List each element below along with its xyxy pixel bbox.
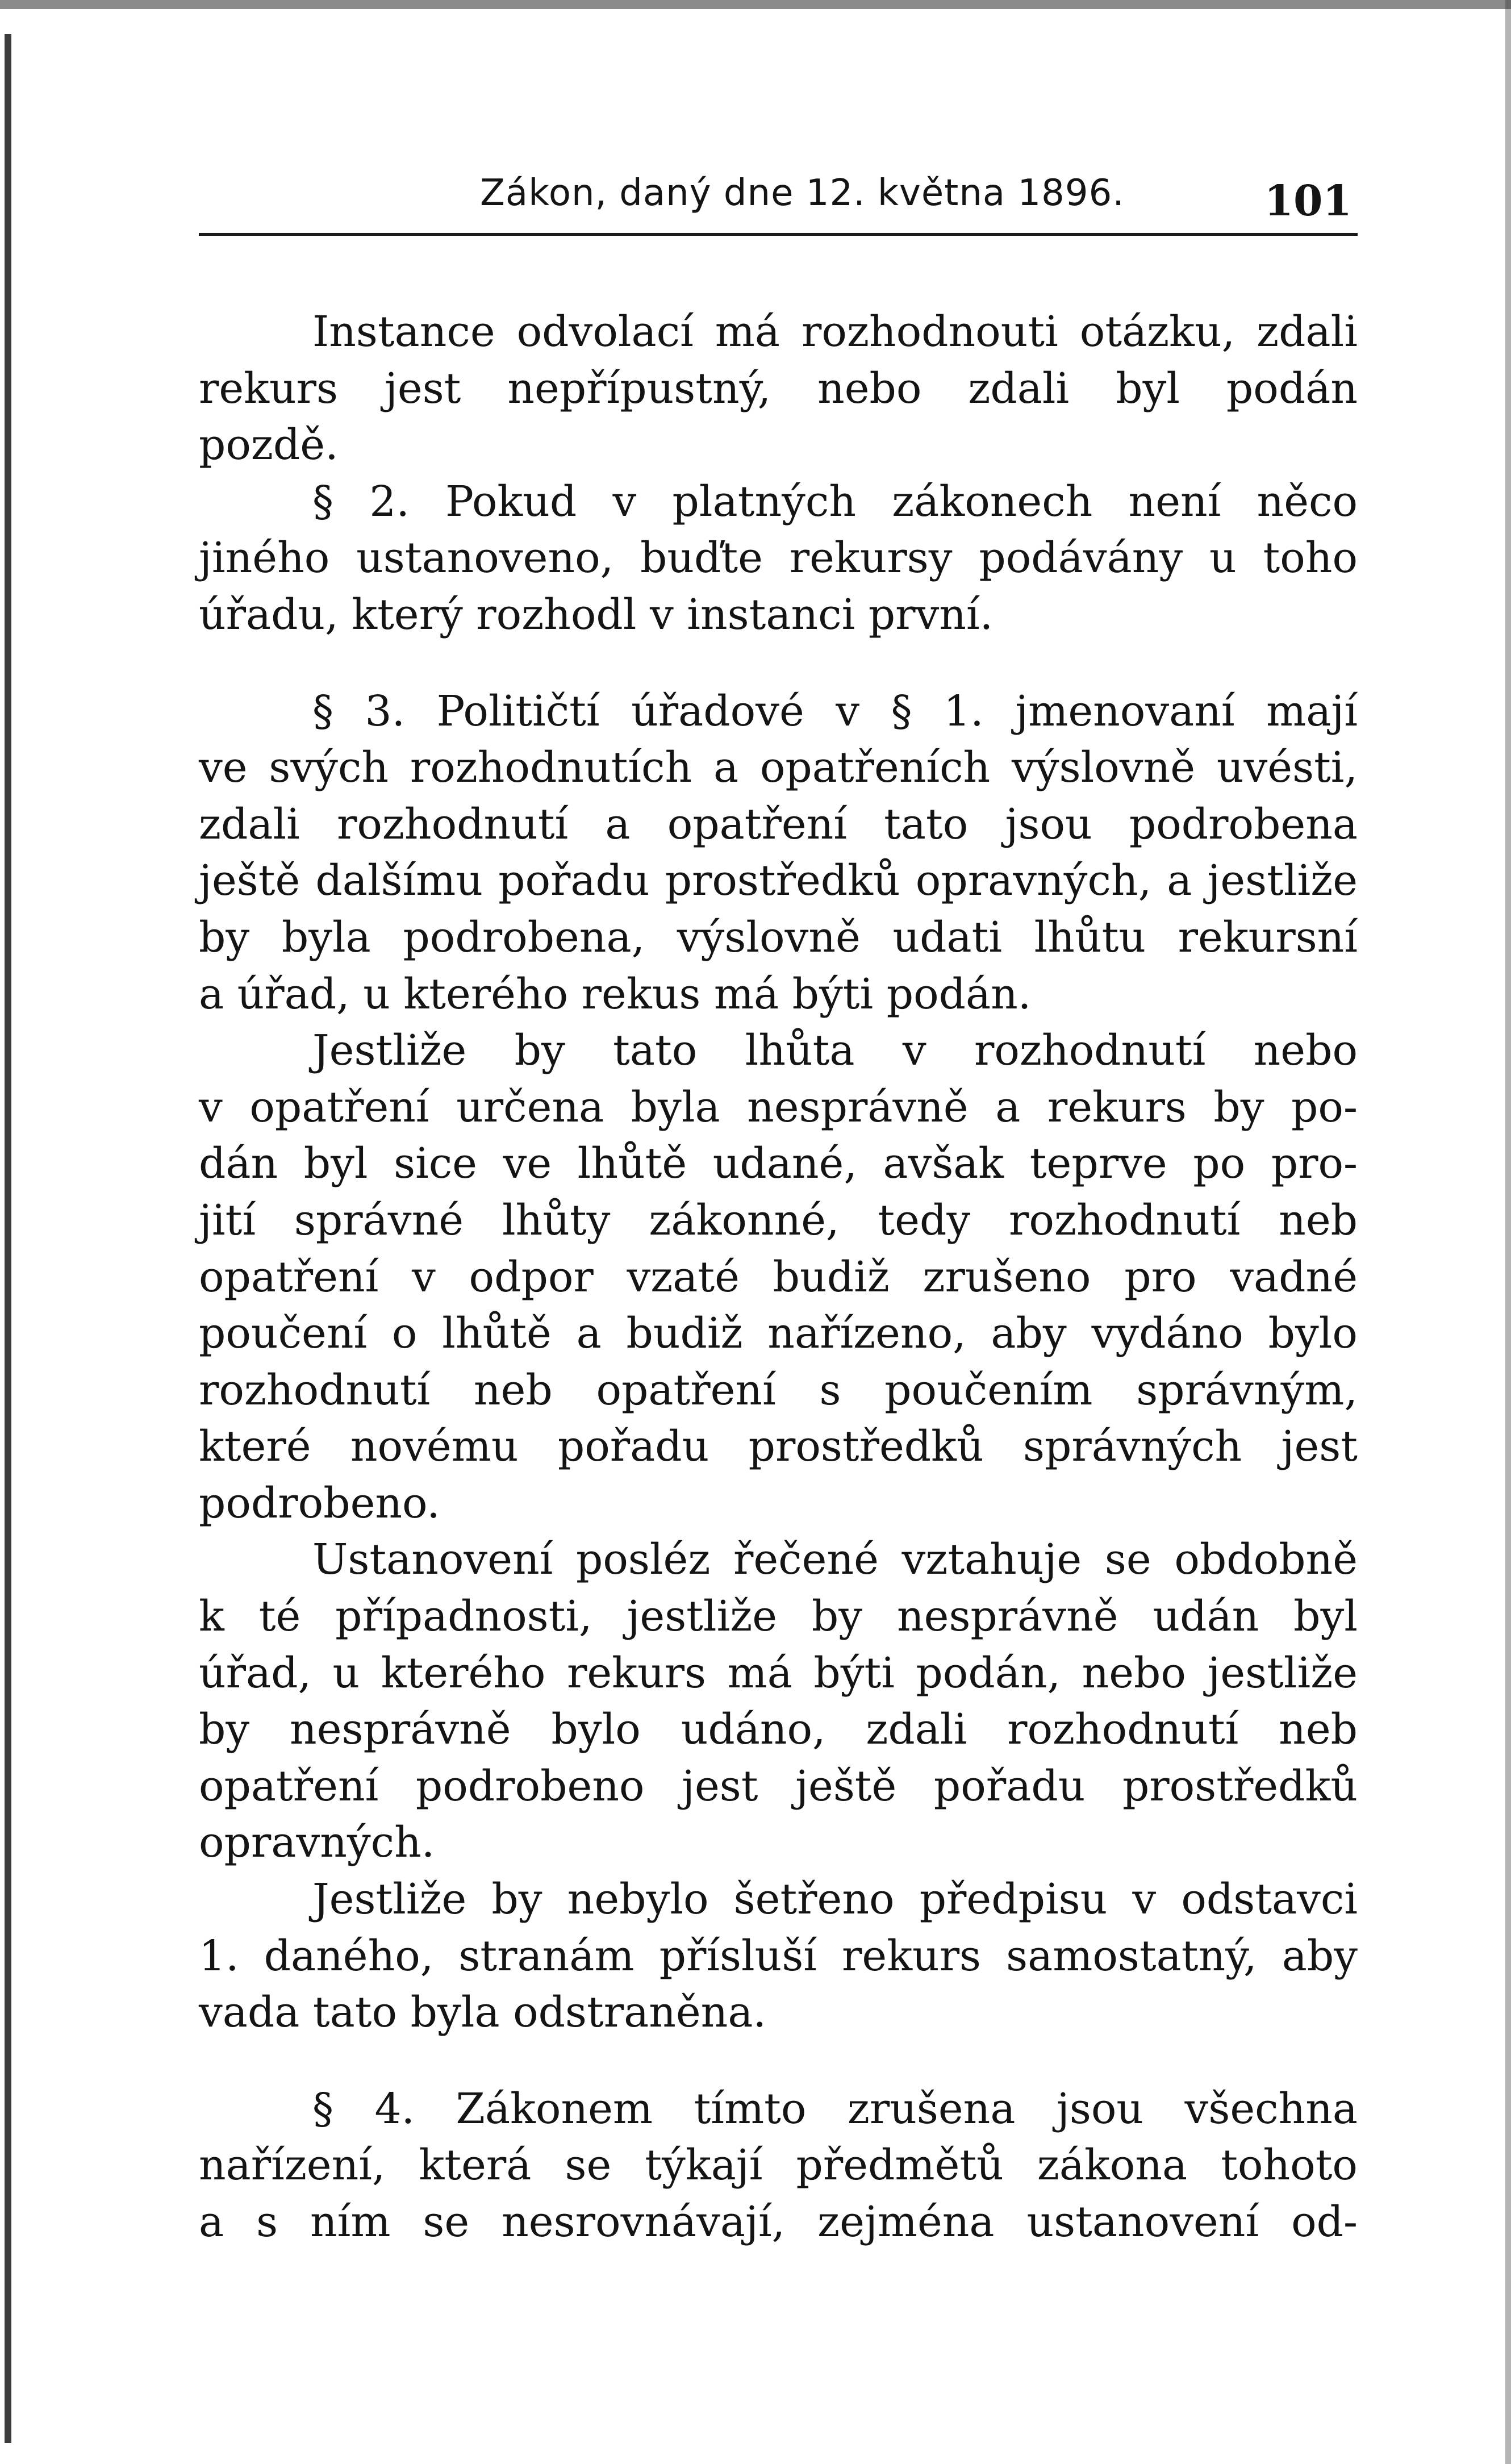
text-line: dán byl sice ve lhůtě udané, avšak teprve po pro- xyxy=(199,1139,1358,1189)
text-line: Instance odvolací má rozhodnouti otázku, zdali xyxy=(312,307,1358,356)
text-line: zdali rozhodnutí a opatření tato jsou podrobena xyxy=(199,799,1358,849)
text-line: Ustanovení posléz řečené vztahuje se obdobně xyxy=(312,1535,1358,1585)
text-line: ve svých rozhodnutích a opatřeních výslovně uvésti, xyxy=(199,743,1358,793)
running-head-title: Zákon, daný dne 12. května 1896. xyxy=(480,172,1125,214)
text-line: § 2. Pokud v platných zákonech není něco xyxy=(312,477,1358,526)
text-line: pozdě. xyxy=(199,420,339,470)
text-line: úřad, u kterého rekurs má býti podán, nebo jestliže xyxy=(199,1648,1358,1698)
text-line: rekurs jest nepřípustný, nebo zdali byl podán xyxy=(199,364,1358,413)
text-line: rozhodnutí neb opatření s poučením správným, xyxy=(199,1365,1358,1415)
running-head xyxy=(199,170,1358,236)
page-text xyxy=(199,304,1358,2251)
text-line: 1. daného, stranám přísluší rekurs samostatný, aby xyxy=(199,1931,1358,1981)
scan-edge-right xyxy=(1505,0,1511,2464)
text-line: by nesprávně bylo udáno, zdali rozhodnutí neb xyxy=(199,1705,1358,1754)
text-line: ještě dalšímu pořadu prostředků opravných, a jestliže xyxy=(199,856,1358,906)
paragraph-gap xyxy=(199,2041,1358,2081)
text-line: v opatření určena byla nesprávně a rekurs by po- xyxy=(199,1082,1358,1132)
scan-edge-top xyxy=(0,0,1511,9)
text-line: úřadu, který rozhodl v instanci první. xyxy=(199,590,994,639)
text-line: jití správné lhůty zákonné, tedy rozhodnutí neb xyxy=(199,1195,1358,1245)
paragraph-gap xyxy=(199,644,1358,683)
text-line: podrobeno. xyxy=(199,1478,440,1528)
page-number: 101 xyxy=(1264,177,1352,226)
text-line: Jestliže by tato lhůta v rozhodnutí nebo xyxy=(312,1026,1358,1075)
text-line: jiného ustanoveno, buďte rekursy podávány u toho xyxy=(199,533,1358,583)
text-line: vada tato byla odstraněna. xyxy=(199,1988,766,2037)
text-line: a s ním se nesrovnávají, zejména ustanovení od- xyxy=(199,2198,1358,2246)
text-line: opravných. xyxy=(199,1818,435,1867)
text-line: a úřad, u kterého rekus má býti podán. xyxy=(199,969,1032,1019)
text-line: Jestliže by nebylo šetřeno předpisu v odstavci xyxy=(312,1875,1358,1924)
text-line: opatření podrobeno jest ještě pořadu prostředků xyxy=(199,1761,1358,1811)
text-line: nařízení, která se týkají předmětů zákona tohoto xyxy=(199,2141,1358,2190)
text-line: které novému pořadu prostředků správných jest xyxy=(199,1422,1358,1471)
text-line: § 4. Zákonem tímto zrušena jsou všechna xyxy=(312,2084,1358,2133)
scan-edge-left xyxy=(5,34,11,2443)
text-line: poučení o lhůtě a budiž nařízeno, aby vydáno bylo xyxy=(199,1309,1358,1358)
text-line: opatření v odpor vzaté budiž zrušeno pro vadné xyxy=(199,1252,1358,1302)
text-line: § 3. Političtí úřadové v § 1. jmenovaní mají xyxy=(312,686,1358,736)
text-line: by byla podrobena, výslovně udati lhůtu rekursní xyxy=(199,912,1358,962)
text-line: k té případnosti, jestliže by nesprávně udán byl xyxy=(199,1592,1358,1641)
